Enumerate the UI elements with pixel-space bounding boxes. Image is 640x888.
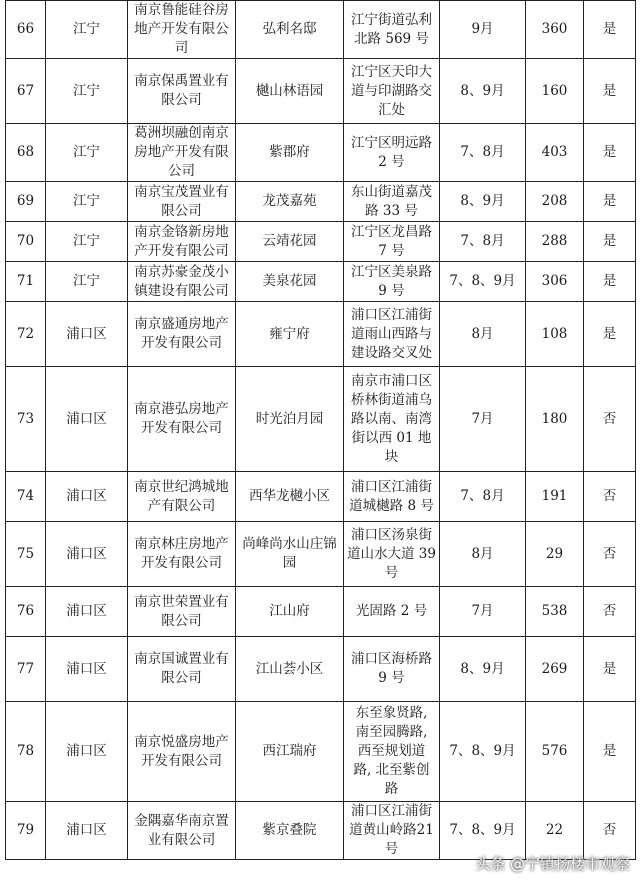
table-row xyxy=(6,587,636,637)
sale-month-cell xyxy=(440,1,526,59)
units-cell xyxy=(526,124,584,182)
sale-month-cell xyxy=(440,522,526,587)
sale-month-cell xyxy=(440,222,526,262)
status-cell xyxy=(584,182,636,222)
project-cell-text: 樾山林语园 xyxy=(255,82,324,99)
sale-month-cell-text: 8月 xyxy=(471,545,494,562)
row-number xyxy=(6,367,46,472)
status-cell-text: 是 xyxy=(602,325,617,342)
address-cell xyxy=(344,637,440,702)
address-cell xyxy=(344,222,440,262)
row-number xyxy=(6,587,46,637)
table-row xyxy=(6,59,636,124)
status-cell-text: 是 xyxy=(602,193,617,209)
row-number-text: 66 xyxy=(16,21,35,37)
developer-cell-text: 南京国诚置业有 限公司 xyxy=(134,651,229,686)
row-number-text: 77 xyxy=(16,660,35,677)
units-cell-text: 306 xyxy=(541,273,568,289)
status-cell-text: 否 xyxy=(602,545,617,562)
status-cell-text: 否 xyxy=(602,488,617,504)
district-cell-text: 江宁 xyxy=(73,21,100,37)
developer-cell-text: 南京宝茂置业有 限公司 xyxy=(134,183,229,219)
project-cell xyxy=(236,637,344,702)
project-cell-text: 紫京叠院 xyxy=(262,822,317,838)
developer-cell-text: 南京世纪鸿城地 产有限公司 xyxy=(134,478,229,514)
table-row xyxy=(6,302,636,367)
project-cell xyxy=(236,124,344,182)
status-cell-text: 是 xyxy=(602,743,617,759)
district-cell xyxy=(46,124,128,182)
address-cell-text: 光固路 2 号 xyxy=(355,603,428,619)
district-cell xyxy=(46,587,128,637)
table-row xyxy=(6,182,636,222)
row-number xyxy=(6,59,46,124)
status-cell xyxy=(584,124,636,182)
developer-cell xyxy=(128,802,236,860)
project-cell xyxy=(236,472,344,522)
address-cell-text: 南京市浦口区 桥林街道浦乌 路以南、南湾 街以西 01 地 块 xyxy=(351,372,432,465)
sale-month-cell xyxy=(440,587,526,637)
address-cell-text: 东至象贤路, 南至园腾路, 西至规划道 路, 北至紫创 路 xyxy=(353,705,430,797)
table-row xyxy=(6,522,636,587)
district-cell-text: 江宁 xyxy=(73,82,100,99)
row-number-text: 78 xyxy=(16,743,35,759)
address-cell-text: 东山街道嘉茂 路 33 号 xyxy=(351,183,432,219)
units-cell-text: 208 xyxy=(541,193,568,209)
district-cell xyxy=(46,302,128,367)
units-cell xyxy=(526,367,584,472)
developer-cell xyxy=(128,702,236,802)
address-cell-text: 江宁区天印大 道与印湖路交 汇处 xyxy=(351,63,432,118)
status-cell-text: 是 xyxy=(602,233,617,249)
project-cell-text: 西华龙樾小区 xyxy=(249,488,330,504)
sale-month-cell xyxy=(440,302,526,367)
units-cell xyxy=(526,522,584,587)
sale-month-cell-text: 7、8月 xyxy=(460,233,505,249)
district-cell-text: 浦口区 xyxy=(66,410,107,427)
sale-month-cell xyxy=(440,802,526,860)
row-number-text: 70 xyxy=(16,233,35,249)
units-cell xyxy=(526,637,584,702)
district-cell-text: 浦口区 xyxy=(66,325,107,342)
district-cell xyxy=(46,182,128,222)
table-row xyxy=(6,637,636,702)
status-cell xyxy=(584,702,636,802)
status-cell xyxy=(584,222,636,262)
housing-project-table xyxy=(5,0,636,860)
developer-cell-text: 葛洲坝融创南京 房地产开发有限 公司 xyxy=(134,125,229,179)
sale-month-cell-text: 7、8、9月 xyxy=(449,822,516,838)
project-cell xyxy=(236,302,344,367)
units-cell-text: 538 xyxy=(541,603,568,619)
district-cell-text: 浦口区 xyxy=(66,488,107,504)
project-cell-text: 雍宁府 xyxy=(269,325,310,342)
status-cell-text: 是 xyxy=(602,82,617,99)
sale-month-cell-text: 7、8、9月 xyxy=(449,743,516,759)
row-number xyxy=(6,1,46,59)
units-cell xyxy=(526,702,584,802)
district-cell xyxy=(46,59,128,124)
status-cell xyxy=(584,637,636,702)
district-cell-text: 浦口区 xyxy=(66,660,107,677)
developer-cell-text: 南京金铬新房地 产开发有限公司 xyxy=(134,223,229,259)
sale-month-cell-text: 7、8月 xyxy=(460,144,505,160)
developer-cell-text: 南京悦盛房地产 开发有限公司 xyxy=(134,733,229,769)
row-number xyxy=(6,182,46,222)
units-cell-text: 576 xyxy=(541,743,568,759)
sale-month-cell-text: 9月 xyxy=(471,21,494,37)
developer-cell xyxy=(128,222,236,262)
units-cell xyxy=(526,262,584,302)
district-cell xyxy=(46,367,128,472)
sale-month-cell-text: 7月 xyxy=(471,410,494,427)
developer-cell xyxy=(128,124,236,182)
row-number xyxy=(6,124,46,182)
units-cell-text: 108 xyxy=(541,325,568,342)
district-cell xyxy=(46,222,128,262)
table-row xyxy=(6,702,636,802)
sale-month-cell-text: 8月 xyxy=(471,325,494,342)
developer-cell xyxy=(128,637,236,702)
row-number-text: 69 xyxy=(16,193,35,209)
status-cell-text: 否 xyxy=(602,603,617,619)
status-cell-text: 是 xyxy=(602,273,617,289)
address-cell xyxy=(344,367,440,472)
address-cell xyxy=(344,522,440,587)
units-cell-text: 22 xyxy=(545,822,564,838)
district-cell-text: 浦口区 xyxy=(66,822,107,838)
units-cell-text: 180 xyxy=(541,410,568,427)
project-cell xyxy=(236,702,344,802)
address-cell xyxy=(344,1,440,59)
district-cell xyxy=(46,1,128,59)
table-body xyxy=(6,1,636,860)
row-number-text: 71 xyxy=(16,273,35,289)
status-cell-text: 是 xyxy=(602,144,617,160)
status-cell-text: 否 xyxy=(602,410,617,427)
district-cell xyxy=(46,702,128,802)
status-cell-text: 否 xyxy=(602,822,617,838)
address-cell-text: 浦口区汤泉街 道山水大道 39 号 xyxy=(347,526,436,581)
developer-cell-text: 南京保禹置业有 限公司 xyxy=(134,73,229,108)
project-cell xyxy=(236,522,344,587)
project-cell-text: 尚峰尚水山庄锦 园 xyxy=(242,536,337,571)
district-cell xyxy=(46,262,128,302)
sale-month-cell xyxy=(440,182,526,222)
address-cell-text: 浦口区江浦街 道雨山西路与 建设路交叉处 xyxy=(351,306,432,361)
units-cell-text: 29 xyxy=(545,545,564,562)
address-cell xyxy=(344,702,440,802)
status-cell xyxy=(584,302,636,367)
project-cell-text: 江山荟小区 xyxy=(255,660,324,677)
row-number-text: 74 xyxy=(16,488,35,504)
status-cell-text: 是 xyxy=(602,21,617,37)
district-cell-text: 江宁 xyxy=(73,144,100,160)
project-cell xyxy=(236,262,344,302)
developer-cell xyxy=(128,302,236,367)
developer-cell xyxy=(128,262,236,302)
sale-month-cell xyxy=(440,59,526,124)
district-cell xyxy=(46,802,128,860)
sale-month-cell xyxy=(440,124,526,182)
project-cell xyxy=(236,59,344,124)
row-number-text: 79 xyxy=(16,822,35,838)
row-number-text: 76 xyxy=(16,603,35,619)
units-cell xyxy=(526,302,584,367)
table-row xyxy=(6,367,636,472)
units-cell xyxy=(526,587,584,637)
status-cell-text: 是 xyxy=(602,660,617,677)
developer-cell-text: 南京苏豪金茂小 镇建设有限公司 xyxy=(134,263,229,299)
row-number xyxy=(6,262,46,302)
developer-cell xyxy=(128,472,236,522)
developer-cell xyxy=(128,59,236,124)
status-cell xyxy=(584,1,636,59)
units-cell xyxy=(526,802,584,860)
project-cell-text: 弘利名邸 xyxy=(262,21,317,37)
units-cell-text: 288 xyxy=(541,233,568,249)
project-cell-text: 江山府 xyxy=(269,603,310,619)
table-row xyxy=(6,1,636,59)
project-cell-text: 云靖花园 xyxy=(262,233,317,249)
row-number-text: 73 xyxy=(16,410,35,427)
status-cell xyxy=(584,802,636,860)
project-cell-text: 时光泊月园 xyxy=(255,410,324,427)
developer-cell xyxy=(128,367,236,472)
status-cell xyxy=(584,367,636,472)
district-cell xyxy=(46,522,128,587)
district-cell-text: 浦口区 xyxy=(66,545,107,562)
table-row xyxy=(6,802,636,860)
units-cell-text: 160 xyxy=(541,82,568,99)
row-number-text: 75 xyxy=(16,545,35,562)
developer-cell-text: 南京港弘房地产 开发有限公司 xyxy=(134,401,229,436)
district-cell xyxy=(46,637,128,702)
sale-month-cell xyxy=(440,472,526,522)
project-cell xyxy=(236,367,344,472)
district-cell-text: 浦口区 xyxy=(66,603,107,619)
project-cell xyxy=(236,802,344,860)
status-cell xyxy=(584,262,636,302)
row-number xyxy=(6,702,46,802)
project-cell xyxy=(236,222,344,262)
sale-month-cell-text: 7月 xyxy=(471,603,494,619)
sale-month-cell-text: 8、9月 xyxy=(460,193,505,209)
address-cell-text: 江宁区美泉路 9 号 xyxy=(351,263,432,299)
units-cell xyxy=(526,222,584,262)
status-cell xyxy=(584,522,636,587)
developer-cell xyxy=(128,182,236,222)
units-cell-text: 403 xyxy=(541,144,568,160)
sale-month-cell-text: 8、9月 xyxy=(460,82,505,99)
developer-cell-text: 南京世荣置业有 限公司 xyxy=(134,593,229,629)
status-cell xyxy=(584,587,636,637)
address-cell-text: 江宁区龙昌路 7 号 xyxy=(351,223,432,259)
row-number-text: 72 xyxy=(16,325,35,342)
row-number xyxy=(6,472,46,522)
table-row xyxy=(6,262,636,302)
table-row xyxy=(6,124,636,182)
row-number xyxy=(6,802,46,860)
project-cell xyxy=(236,1,344,59)
address-cell-text: 浦口区海桥路 9 号 xyxy=(351,651,432,686)
units-cell-text: 269 xyxy=(541,660,568,677)
address-cell-text: 江宁区明远路 2 号 xyxy=(351,134,432,170)
district-cell-text: 江宁 xyxy=(73,193,100,209)
developer-cell xyxy=(128,1,236,59)
units-cell-text: 191 xyxy=(541,488,568,504)
address-cell-text: 江宁街道弘利 北路 569 号 xyxy=(351,11,432,47)
row-number xyxy=(6,637,46,702)
sale-month-cell-text: 8、9月 xyxy=(460,660,505,677)
table-row xyxy=(6,222,636,262)
units-cell xyxy=(526,472,584,522)
sale-month-cell xyxy=(440,702,526,802)
address-cell xyxy=(344,182,440,222)
district-cell-text: 江宁 xyxy=(73,233,100,249)
table-row xyxy=(6,472,636,522)
developer-cell-text: 金隅嘉华南京置 业有限公司 xyxy=(134,812,229,848)
address-cell xyxy=(344,302,440,367)
project-cell xyxy=(236,182,344,222)
row-number xyxy=(6,302,46,367)
units-cell-text: 360 xyxy=(541,21,568,37)
watermark-text: 头条 @宁镇扬楼市观察 xyxy=(475,855,630,873)
project-cell xyxy=(236,587,344,637)
developer-cell-text: 南京鲁能硅谷房 地产开发有限公司 xyxy=(134,2,229,56)
address-cell-text: 浦口区江浦街 道黄山岭路21 号 xyxy=(349,803,434,857)
status-cell xyxy=(584,472,636,522)
address-cell xyxy=(344,59,440,124)
district-cell-text: 江宁 xyxy=(73,273,100,289)
sale-month-cell xyxy=(440,637,526,702)
sale-month-cell-text: 7、8、9月 xyxy=(449,273,516,289)
project-cell-text: 龙茂嘉苑 xyxy=(262,193,317,209)
address-cell-text: 浦口区江浦街 道城樾路 8 号 xyxy=(349,478,434,514)
project-cell-text: 西江瑞府 xyxy=(262,743,317,759)
sale-month-cell xyxy=(440,262,526,302)
address-cell xyxy=(344,472,440,522)
district-cell-text: 浦口区 xyxy=(66,743,107,759)
address-cell xyxy=(344,802,440,860)
row-number xyxy=(6,222,46,262)
developer-cell-text: 南京林庄房地产 开发有限公司 xyxy=(134,536,229,571)
project-cell-text: 美泉花园 xyxy=(262,273,317,289)
address-cell xyxy=(344,262,440,302)
developer-cell xyxy=(128,522,236,587)
status-cell xyxy=(584,59,636,124)
row-number-text: 68 xyxy=(16,144,35,160)
project-cell-text: 紫郡府 xyxy=(269,144,310,160)
units-cell xyxy=(526,182,584,222)
address-cell xyxy=(344,587,440,637)
developer-cell xyxy=(128,587,236,637)
units-cell xyxy=(526,1,584,59)
sale-month-cell-text: 7、8月 xyxy=(460,488,505,504)
district-cell xyxy=(46,472,128,522)
sale-month-cell xyxy=(440,367,526,472)
developer-cell-text: 南京盛通房地产 开发有限公司 xyxy=(134,316,229,351)
address-cell xyxy=(344,124,440,182)
units-cell xyxy=(526,59,584,124)
row-number xyxy=(6,522,46,587)
row-number-text: 67 xyxy=(16,82,35,99)
